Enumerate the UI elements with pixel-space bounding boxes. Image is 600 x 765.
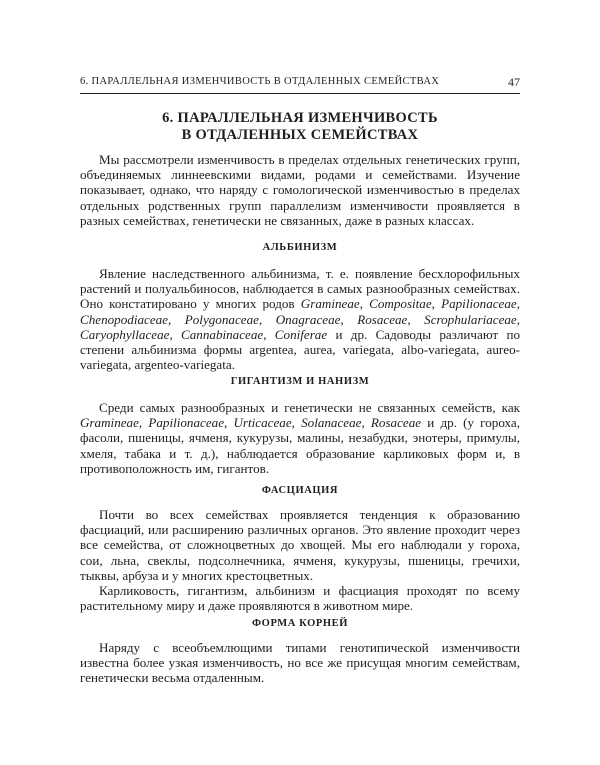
text-run: и др. (у гороха, фасоли, пшеницы, ячменя, кукурузы, малины, незабудки, энотеры, примулы, хмеля, табака и т. д.), наблюдается образование карликовых форм и, в противоположность им, гигантов. — [80, 415, 521, 476]
separator: , — [138, 415, 149, 431]
roots-paragraph: Наряду с всеобъемлющими типами генотипической изменчивости известна более узкая изменчивость, но все же присущая многим семействам, генетически весьма отдаленным. — [80, 640, 520, 686]
albinism-heading: АЛЬБИНИЗМ — [262, 242, 338, 253]
genus-name: Gramineae — [300, 296, 360, 312]
separator: , — [361, 415, 371, 431]
genus-name: Urticaceae — [233, 415, 292, 431]
text-run: Среди самых разнообразных и генетически не связанных семейств, как — [99, 400, 520, 415]
genus-name: Rosaceae — [370, 415, 422, 431]
genus-name: Rosaceae — [357, 311, 408, 327]
chapter-title-line1: 6. ПАРАЛЛЕЛЬНАЯ ИЗМЕНЧИВОСТЬ — [162, 110, 438, 126]
fasciation-heading: ФАСЦИАЦИЯ — [261, 485, 339, 496]
fasciation-paragraph-2: Карликовость, гигантизм, альбинизм и фасциация проходят по всему растительному миру и даже проявляются в животном мире. — [80, 583, 520, 614]
albinism-section — [80, 266, 520, 372]
fasciation-section — [80, 507, 520, 613]
separator: , — [407, 311, 425, 327]
genus-name: Onagraceae — [275, 311, 341, 327]
genus-name: Papilionaceae — [148, 415, 225, 431]
running-head — [80, 75, 520, 94]
gigantism-paragraph — [80, 400, 520, 476]
separator: , — [224, 415, 234, 431]
page-number: 47 — [508, 75, 520, 89]
genus-name: Polygonaceae — [184, 311, 259, 327]
separator: , — [291, 415, 302, 431]
gigantism-heading: ГИГАНТИЗМ И НАНИЗМ — [230, 376, 370, 387]
genus-name: Gramineae — [80, 415, 139, 431]
separator: , — [263, 326, 275, 342]
genus-name: Compositae — [369, 296, 432, 312]
intro-section — [80, 152, 520, 228]
running-head-title: 6. ПАРАЛЛЕЛЬНАЯ ИЗМЕНЧИВОСТЬ В ОТДАЛЕННЫХ СЕМЕЙСТВАХ — [80, 76, 440, 87]
separator: , — [431, 296, 442, 312]
fasciation-paragraph-1: Почти во всех семействах проявляется тенденция к образованию фасциаций, или расширению различных органов. Это явление проходит через все семейства, от сложноцветных до хвощей. Мы его наблюдали у гороха, сои, льна, свеклы, подсолнечника, ячменя, кукурузы, пшеницы, гречихи, тыквы, арбуза и у многих крестоцветных. — [80, 507, 520, 583]
genus-name: Papilionaceae — [441, 296, 517, 312]
gigantism-section — [80, 400, 520, 476]
chapter-title — [80, 110, 520, 144]
genus-name: Solanaceae — [301, 415, 362, 431]
separator: , — [516, 311, 521, 327]
roots-heading: ФОРМА КОРНЕЙ — [251, 618, 349, 629]
separator: , — [168, 311, 185, 327]
text-run: Явление наследственного альбинизма, т. е. появление бесхлорофильных растений и полуальбиносов, наблюдается в самых разнообразных семействах. Оно констатировано у многих родов — [80, 266, 520, 312]
separator: , — [258, 311, 276, 327]
genus-name: Scrophulariaceae — [424, 311, 517, 327]
chapter-title-line2: В ОТДАЛЕННЫХ СЕМЕЙСТВАХ — [181, 127, 419, 143]
genus-name: Cannabinaceae — [181, 326, 264, 342]
genus-name: Coniferae — [274, 326, 328, 342]
genus-name: Caryophyllaceae — [80, 326, 170, 342]
separator: , — [340, 311, 358, 327]
genus-name: Chenopodiaceae — [80, 311, 168, 327]
intro-paragraph: Мы рассмотрели изменчивость в пределах отдельных генетических групп, объединяемых линнеевскими видами, родами и семействами. Изучение показывает, однако, что наряду с гомологической изменчивостью в пределах отдельных родственных групп параллелизм изменчивости проявляется в разных семействах, генетически не связанных, даже в разных классах. — [80, 152, 520, 228]
text-run: и др. Садоводы различают по степени альбинизма формы argentea, aurea, variegata, albo-variegata, aureo-variegata, argenteo-variegata. — [80, 326, 521, 373]
separator: , — [516, 296, 521, 312]
separator: , — [169, 326, 182, 342]
roots-section — [80, 640, 520, 686]
separator: , — [359, 296, 370, 312]
albinism-paragraph — [80, 266, 520, 372]
